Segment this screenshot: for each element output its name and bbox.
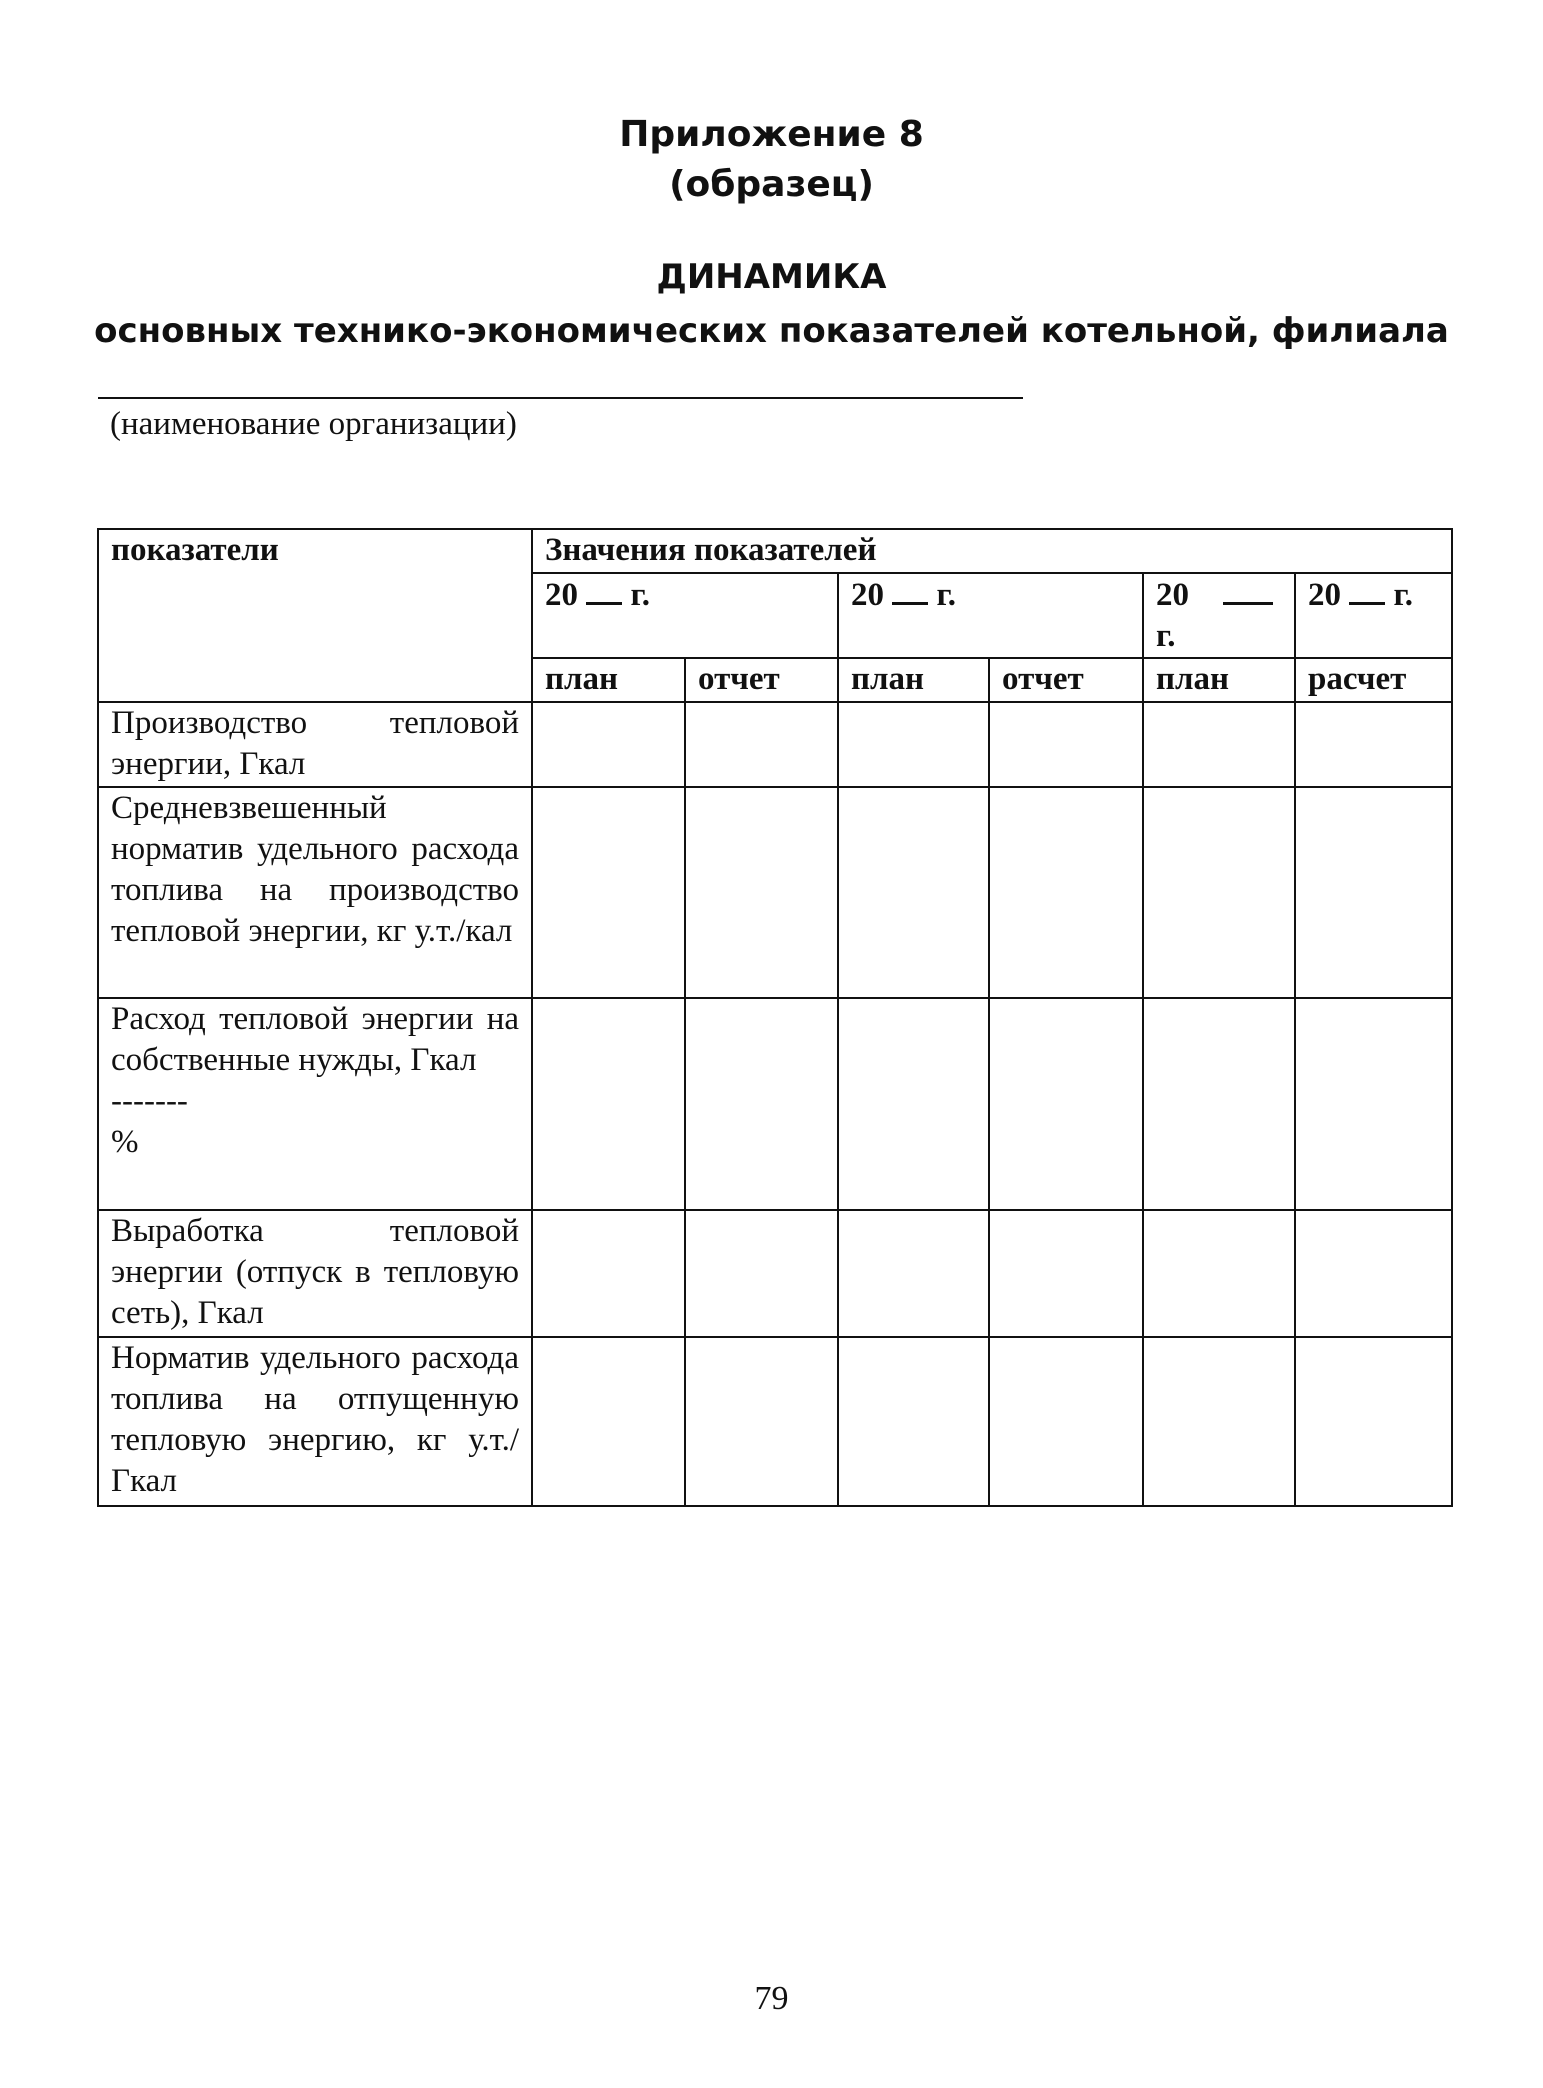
value-cell (532, 1210, 685, 1337)
table-row (98, 787, 1452, 998)
value-cell (1295, 787, 1452, 998)
value-cell (1295, 1210, 1452, 1337)
year-prefix: 20 (1308, 577, 1341, 613)
document-title (0, 250, 1543, 358)
table-row (98, 998, 1452, 1210)
value-cell (989, 787, 1143, 998)
value-cell (685, 998, 838, 1210)
row-label-own-needs (98, 998, 532, 1210)
year-suffix: г. (1393, 577, 1414, 613)
value-cell (838, 787, 989, 998)
value-cell (532, 998, 685, 1210)
own-needs-percent: % (111, 1124, 139, 1160)
subheader-plan-1: план (532, 658, 685, 702)
subheader-calculation: расчет (1295, 658, 1452, 702)
indicators-table (97, 528, 1453, 1507)
value-cell (1143, 1337, 1295, 1506)
value-cell (1143, 1210, 1295, 1337)
table-row (98, 1337, 1452, 1506)
value-cell (1143, 998, 1295, 1210)
value-cell (532, 1337, 685, 1506)
row-label-fuel-norm-released: Норматив удельного расхода топлива на отпущенную тепловую энергию, кг у.т./Гкал (98, 1337, 532, 1506)
appendix-heading (0, 110, 1543, 210)
value-cell (685, 787, 838, 998)
year-prefix: 20 (1156, 577, 1189, 613)
header-year-2 (838, 573, 1143, 658)
value-cell (1143, 702, 1295, 787)
year-blank (586, 574, 622, 605)
value-cell (989, 702, 1143, 787)
year-blank (1349, 574, 1385, 605)
value-cell (989, 1337, 1143, 1506)
value-cell (532, 787, 685, 998)
table-row (98, 702, 1452, 787)
page-number: 79 (754, 1980, 789, 2017)
table-row (98, 1210, 1452, 1337)
value-cell (838, 1210, 989, 1337)
organization-caption: (наименование организации) (110, 406, 517, 442)
value-cell (838, 702, 989, 787)
value-cell (989, 998, 1143, 1210)
appendix-number: Приложение 8 (619, 114, 924, 155)
row-label-weighted-fuel-norm: Средневзвешенный норматив удельного расхода топлива на производство тепловой энергии, кг у.т./кал (98, 787, 532, 998)
year-prefix: 20 (545, 577, 578, 613)
value-cell (1295, 702, 1452, 787)
value-cell (1295, 998, 1452, 1210)
year-prefix: 20 (851, 577, 884, 613)
year-blank (1223, 574, 1273, 605)
value-cell (685, 1210, 838, 1337)
value-cell (532, 702, 685, 787)
header-year-1 (532, 573, 838, 658)
value-cell (838, 998, 989, 1210)
year-suffix: г. (630, 577, 651, 613)
header-year-4 (1295, 573, 1452, 658)
value-cell (1143, 787, 1295, 998)
row-label-heat-output: Выработка тепловой энергии (отпуск в тепловую сеть), Гкал (98, 1210, 532, 1337)
title-line-2: основных технико-экономических показателей котельной, филиала (94, 311, 1449, 351)
year-blank (892, 574, 928, 605)
own-needs-divider: ------- (111, 1083, 188, 1119)
own-needs-label: Расход тепловой энергии на собственные нужды, Гкал (111, 1001, 519, 1078)
subheader-plan-3: план (1143, 658, 1295, 702)
value-cell (989, 1210, 1143, 1337)
row-label-heat-production: Производство тепловой энергии, Гкал (98, 702, 532, 787)
subheader-plan-2: план (838, 658, 989, 702)
appendix-sample-note: (образец) (669, 164, 874, 205)
header-year-3 (1143, 573, 1295, 658)
organization-name-line (98, 397, 1023, 399)
year-suffix: г. (1156, 618, 1176, 654)
value-cell (838, 1337, 989, 1506)
value-cell (685, 1337, 838, 1506)
header-values: Значения показателей (532, 529, 1452, 573)
value-cell (685, 702, 838, 787)
header-indicators: показатели (98, 529, 532, 702)
subheader-report-2: отчет (989, 658, 1143, 702)
subheader-report-1: отчет (685, 658, 838, 702)
title-line-1: ДИНАМИКА (656, 257, 887, 297)
value-cell (1295, 1337, 1452, 1506)
year-suffix: г. (936, 577, 957, 613)
